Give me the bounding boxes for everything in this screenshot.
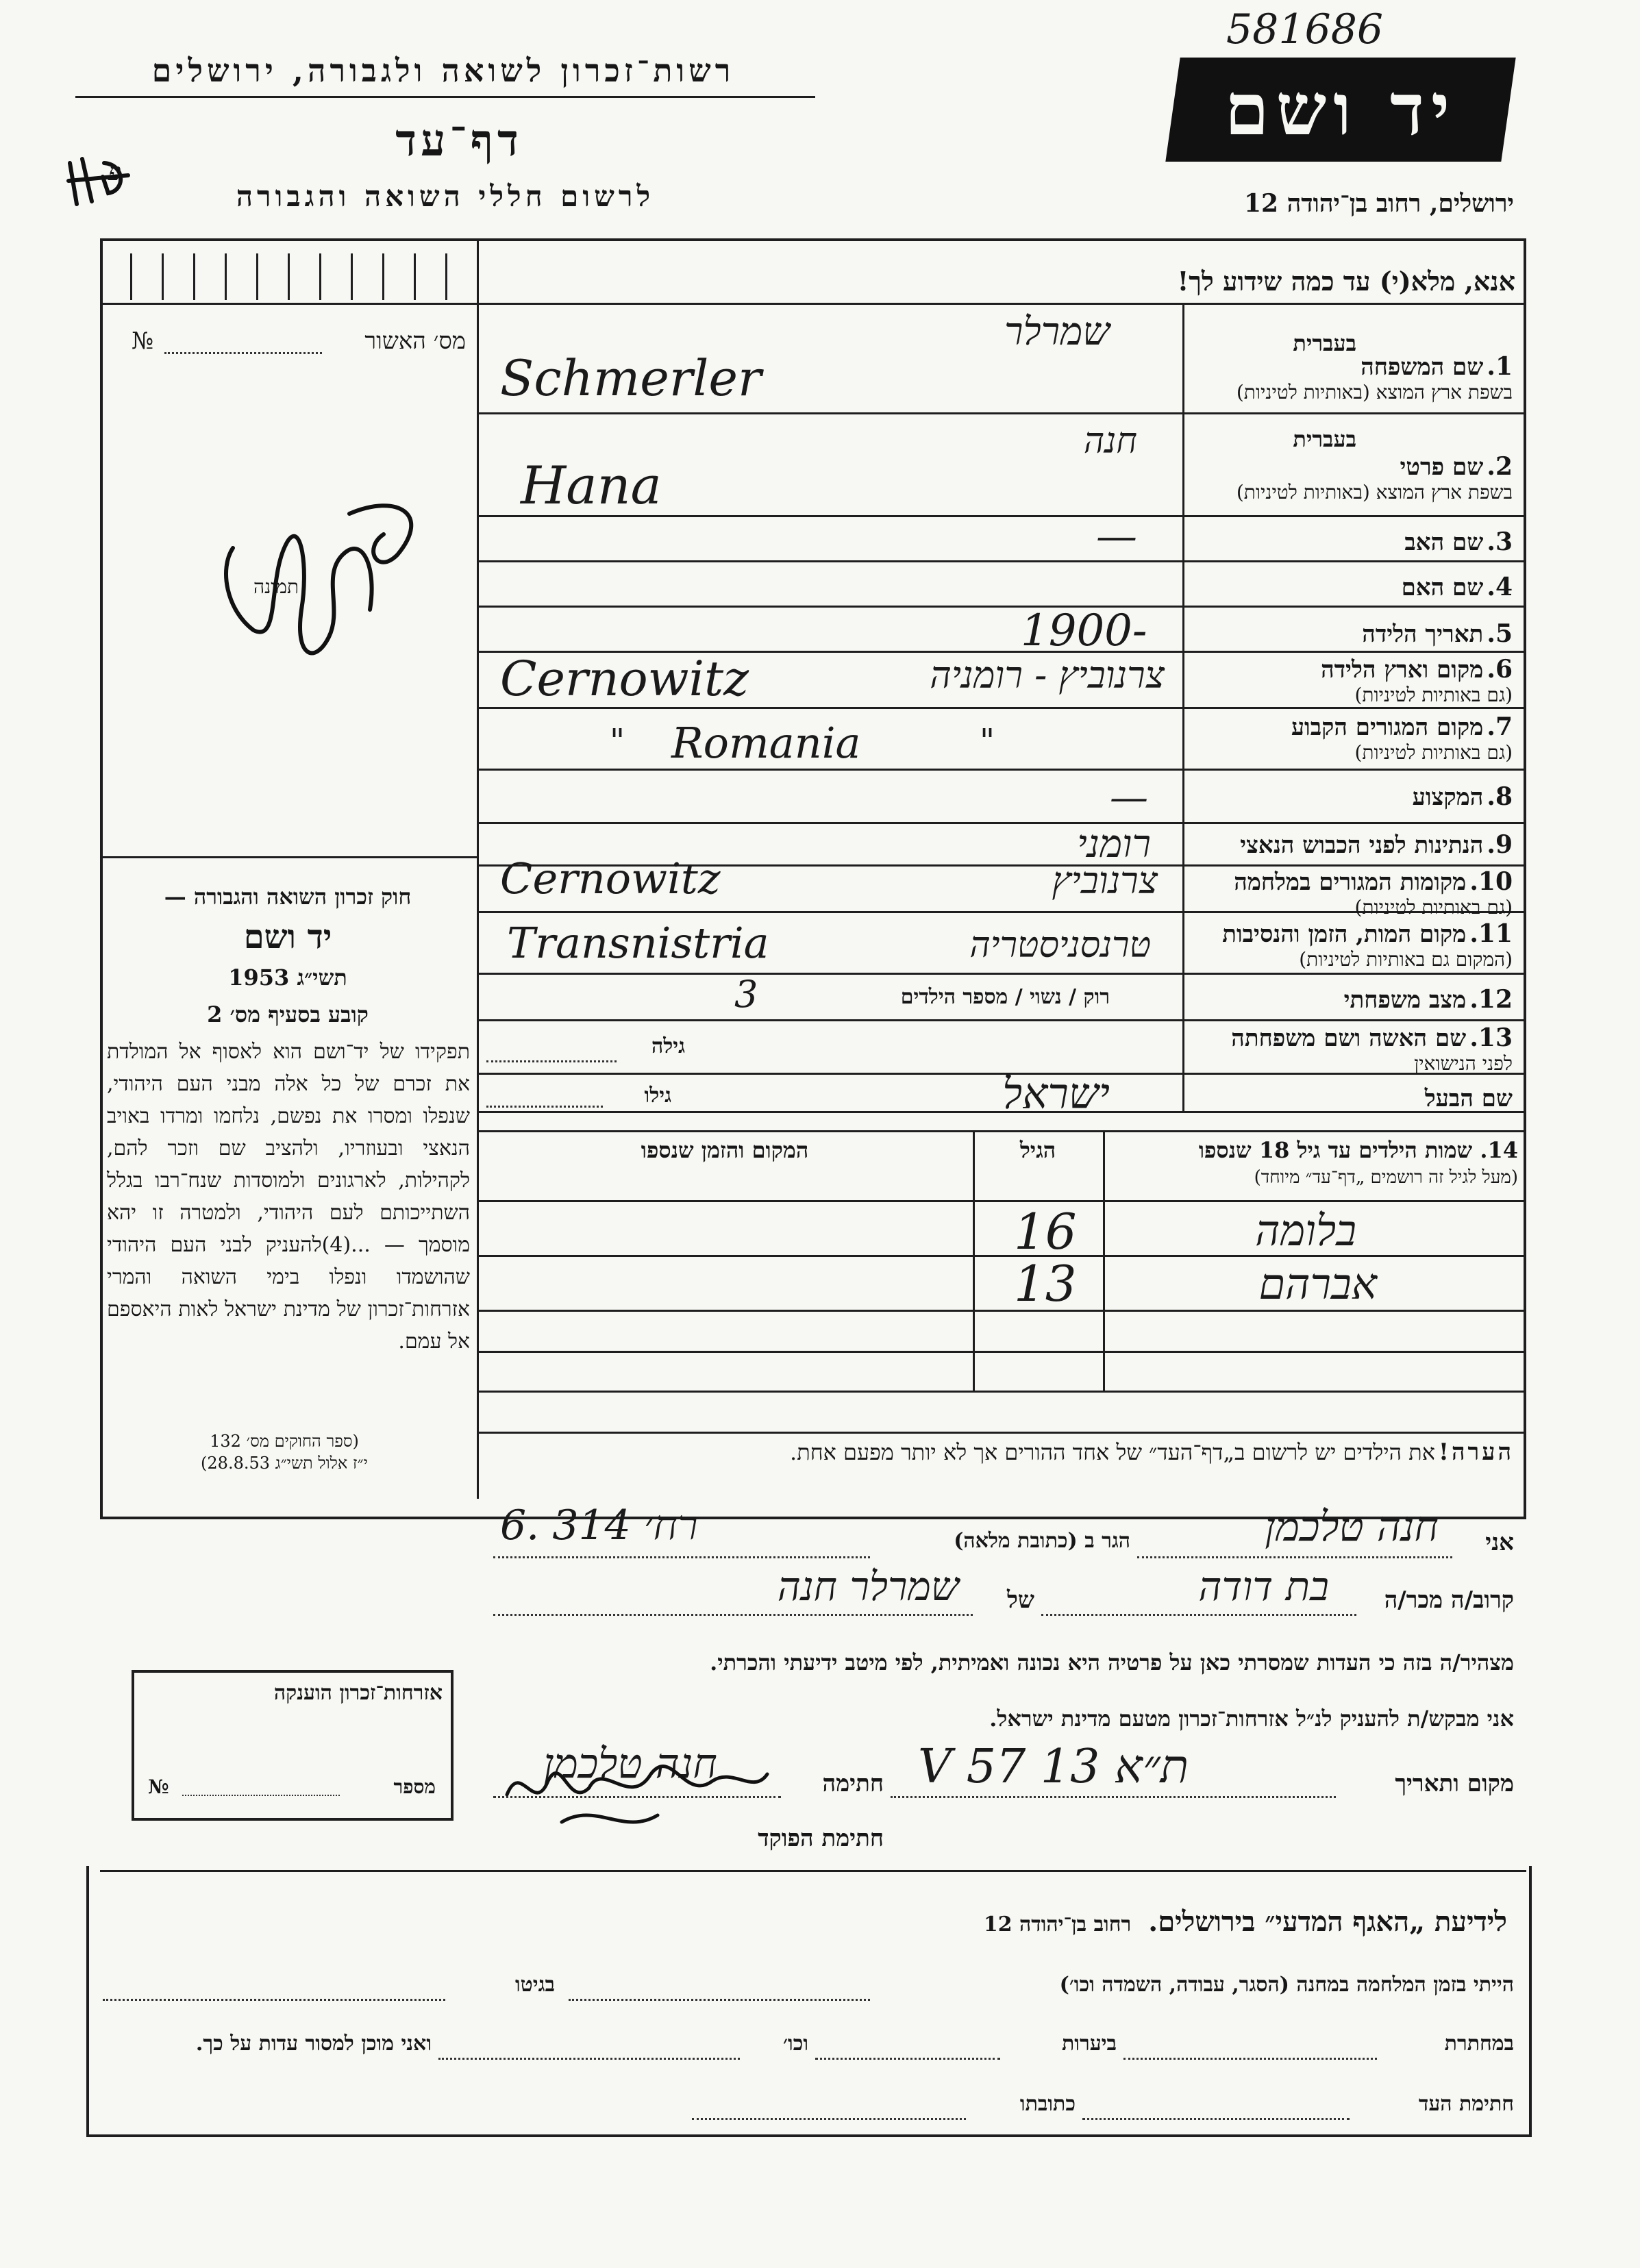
husband-name[interactable]: ישראל: [1002, 1069, 1110, 1119]
field-10-label: מקומות המגורים במלחמה: [1234, 869, 1467, 896]
field-5: [1189, 619, 1513, 648]
row-line: [477, 412, 1526, 414]
note-text: את הילדים יש לרשום ב„דף־העד״ של אחד ההורים אך לא יותר מפעם אחת.: [790, 1439, 1435, 1465]
residence-ditto-2: ": [980, 722, 995, 760]
field-2-num: 2.: [1487, 452, 1513, 481]
law-panel-top-line: [100, 856, 478, 858]
form-subtitle: לרשום חללי השואה והגבורה: [236, 179, 655, 213]
her-age-field[interactable]: [486, 1060, 617, 1062]
birth-date[interactable]: 1900-: [1021, 606, 1147, 656]
field-1-num: 1.: [1487, 352, 1513, 381]
field-10-num: 10.: [1469, 867, 1513, 896]
underground-field[interactable]: [1123, 2058, 1377, 2060]
place-date-label: מקום ותאריך: [1395, 1770, 1514, 1797]
logo-text: יד ושם: [1224, 67, 1457, 151]
field-13-num: 13.: [1469, 1023, 1513, 1052]
citizenship-number-label: מספר: [393, 1775, 436, 1798]
header-underline: [75, 96, 815, 98]
birth-place-hebrew[interactable]: צרנוביץ - רומניה: [930, 653, 1165, 697]
witness-signature-field[interactable]: [1082, 2118, 1350, 2120]
footer-line-2d: ואני מוכן למסור עדות על כך.: [195, 2032, 432, 2056]
field-7-sub: (גם באותיות לטיניות): [1354, 741, 1513, 764]
organization-name: רשות־זכרון לשואה ולגבורה, ירושלים: [151, 52, 735, 89]
field-9-num: 9.: [1487, 830, 1513, 859]
in-hebrew-label: בעברית: [1293, 330, 1356, 356]
field-9: [1189, 830, 1513, 859]
footer-address: רחוב בן־יהודה 12: [983, 1912, 1132, 1936]
signature-scrawl: [493, 1733, 781, 1836]
row-line: [477, 606, 1526, 608]
approval-tick-bar: [130, 253, 473, 300]
field-8-label: המקצוע: [1412, 784, 1484, 811]
birth-place-latin[interactable]: Cernowitz: [500, 651, 749, 707]
children-subheader: (מעל לגיל זה רושמים „דף־עד״ מיוחד): [1254, 1167, 1518, 1188]
approval-row-line: [100, 303, 478, 305]
field-13-label: שם האשה ושם משפחתה: [1231, 1025, 1467, 1052]
surname-latin[interactable]: Schmerler: [500, 349, 762, 407]
child-2-age[interactable]: 13: [1014, 1255, 1077, 1312]
row-line: [477, 707, 1526, 709]
row-line: [477, 1130, 1526, 1132]
field-11: [1189, 919, 1513, 971]
field-10: [1189, 867, 1513, 919]
camp-field[interactable]: [569, 1999, 870, 2001]
field-1-sub: בשפת ארץ המוצא (באותיות לטיניות): [1236, 381, 1513, 403]
relation-of[interactable]: שמרלר חנה: [777, 1563, 959, 1610]
children-header: 14. שמות הילדים עד גיל 18 שנספו: [1198, 1137, 1518, 1163]
law-section: קובע בסעיף מס׳ 2: [207, 1001, 369, 1027]
field-4-num: 4.: [1487, 573, 1513, 601]
ghetto-field[interactable]: [103, 1999, 445, 2001]
children-row-line: [477, 1310, 1526, 1312]
law-reference-1: (ספר החוקים מס׳ 132: [210, 1432, 359, 1451]
etc-field[interactable]: [438, 2058, 740, 2060]
law-year: תשי״ג 1953: [228, 964, 347, 990]
declarant-address[interactable]: 6. רח׳ 314: [500, 1501, 698, 1549]
in-hebrew-label-2: בעברית: [1293, 426, 1356, 452]
children-header-line: [477, 1200, 1526, 1202]
footer-line-2a: במחתרת: [1444, 2032, 1514, 2056]
child-2-name[interactable]: אברהם: [1258, 1259, 1377, 1309]
relation[interactable]: בת דודה: [1198, 1563, 1329, 1610]
children-row-line: [477, 1351, 1526, 1353]
war-place-latin[interactable]: Cernowitz: [500, 853, 721, 904]
field-6-sub: (גם באותיות לטיניות): [1354, 684, 1513, 706]
field-4: [1189, 573, 1513, 601]
field-3-label: שם האב: [1404, 529, 1484, 556]
approval-no-mark: №: [132, 327, 154, 355]
field-6-num: 6.: [1487, 655, 1513, 684]
death-place-latin[interactable]: Transnistria: [507, 918, 769, 968]
note-line: [477, 1432, 1526, 1434]
footer-to-label: לידיעת „האגף המדעי״ בירושלים.: [1148, 1906, 1507, 1938]
residence-latin[interactable]: Romania: [671, 718, 861, 768]
declarant-address-field[interactable]: [493, 1556, 870, 1558]
death-place-hebrew[interactable]: טרנסניסטריה: [969, 925, 1151, 966]
field-11-num: 11.: [1469, 919, 1513, 948]
of-label: של: [1007, 1586, 1034, 1614]
declarant-label: אני: [1485, 1529, 1514, 1556]
his-age-label: גילו: [644, 1084, 671, 1108]
child-1-name[interactable]: בלומה: [1255, 1206, 1356, 1256]
field-13-sub: לפני הנישואין: [1414, 1052, 1513, 1075]
field-12-label: מצב משפחתי: [1343, 986, 1467, 1014]
citizenship-number-field[interactable]: [182, 1795, 340, 1796]
marital-options: רוק / נשוי / מספר הילדים: [900, 985, 1110, 1009]
field-10-sub: (גם באותיות לטיניות): [1354, 896, 1513, 919]
archive-stamp-number: 581686: [1226, 5, 1384, 53]
children-row-line: [477, 1391, 1526, 1393]
relation-field[interactable]: [1041, 1614, 1356, 1616]
footer-line-2c: וכו׳: [783, 2032, 808, 2056]
officer-signature-label: חתימת הפוקד: [758, 1825, 884, 1852]
signature-label: חתימה: [822, 1770, 884, 1797]
law-org: יד ושם: [243, 918, 332, 956]
field-12: [1189, 985, 1513, 1014]
residence-ditto-1: ": [610, 722, 625, 760]
citizenship-box: [132, 1670, 454, 1821]
relation-of-field[interactable]: [493, 1614, 973, 1616]
org-address: ירושלים, רחוב בן־יהודה 12: [1243, 189, 1514, 218]
his-age-field[interactable]: [486, 1106, 603, 1108]
field-1-label: שם המשפחה: [1361, 353, 1484, 381]
row-line: [477, 973, 1526, 975]
war-place-hebrew[interactable]: צרנוביץ: [1052, 859, 1158, 902]
place-time-header: המקום והזמן שנספו: [641, 1137, 809, 1163]
place-date[interactable]: ת״א 13 V 57: [918, 1740, 1189, 1794]
citizenship-no-mark: №: [148, 1775, 169, 1798]
row-line: [477, 1019, 1526, 1021]
witness-address-field[interactable]: [692, 2118, 966, 2120]
field-7-label: מקום המגורים הקבוע: [1291, 714, 1484, 741]
footer-line-1a: הייתי בזמן המלחמה במחנה (הסגר, עבודה, השמדה וכו׳): [1059, 1973, 1514, 1997]
address-label: הגר ב (כתובת מלאה): [954, 1529, 1130, 1553]
yad-vashem-logo: [1165, 58, 1515, 162]
field-5-label: תאריך הלידה: [1362, 621, 1484, 648]
declarant-name-field[interactable]: [1137, 1556, 1452, 1558]
intro-line: [477, 303, 1526, 305]
form-intro: אנא, מלא(י) עד כמה שידוע לך!: [1177, 266, 1515, 297]
field-4-label: שם האם: [1401, 574, 1484, 601]
her-age-label: גילה: [651, 1034, 685, 1058]
forests-field[interactable]: [815, 2058, 1000, 2060]
surname-hebrew[interactable]: שמרלר: [1004, 310, 1110, 354]
field-5-num: 5.: [1487, 619, 1513, 648]
profession[interactable]: —: [1110, 775, 1148, 820]
citizenship-box-title: אזרחות־זכרון הוענקה: [273, 1681, 443, 1705]
place-date-field[interactable]: [891, 1796, 1336, 1798]
footer-line-2b: ביערות: [1061, 2032, 1117, 2056]
age-header: הגיל: [1019, 1137, 1056, 1163]
field-6: [1189, 655, 1513, 707]
field-13: [1189, 1023, 1513, 1075]
footer-recipient: [480, 1906, 1507, 1938]
field-7: [1189, 712, 1513, 764]
field-3: [1189, 527, 1513, 556]
law-reference-2: י״ז אלול תשי״ג 28.8.53): [201, 1454, 368, 1473]
field-2-sub: בשפת ארץ המוצא (באותיות לטיניות): [1236, 481, 1513, 503]
form-title: דף־עד: [395, 115, 523, 166]
field-12-num: 12.: [1469, 985, 1513, 1014]
first-name-hebrew[interactable]: חנה: [1083, 421, 1137, 462]
note-label: הערה!: [1439, 1438, 1514, 1466]
children-count[interactable]: 3: [734, 973, 758, 1016]
field-8: [1189, 782, 1513, 811]
field-11-label: מקום המות, הזמן והנסיבות: [1222, 921, 1467, 948]
field-9-label: הנתינות לפני הכבוש הנאצי: [1240, 832, 1484, 859]
field-2: [1189, 452, 1513, 504]
nationality[interactable]: רומני: [1077, 822, 1151, 867]
footer-line-1b: בגיטו: [514, 1973, 555, 1997]
photo-label: תמונה: [253, 575, 299, 598]
child-1-age[interactable]: 16: [1014, 1203, 1077, 1260]
signature[interactable]: חנה טלכמן: [543, 1740, 717, 1788]
field-2-label: שם פרטי: [1400, 453, 1484, 481]
field-11-sub: (המקום גם באותיות לטיניות): [1299, 948, 1513, 971]
children-row-line: [477, 1255, 1526, 1257]
relative-label: קרוב/ה מכר/ה: [1384, 1586, 1514, 1614]
husband-label: שם הבעל: [1424, 1085, 1513, 1112]
note: [484, 1438, 1514, 1466]
footer-line-3b: כתובתו: [1019, 2092, 1076, 2116]
field-8-num: 8.: [1487, 782, 1513, 811]
request-text: אני מבקש/ת להעניק לנ״ל אזרחות־זכרון מטעם מדינת ישראל.: [989, 1706, 1514, 1732]
corner-initial-mark: [63, 149, 138, 211]
row-line: [477, 769, 1526, 771]
law-title: חוק זכרון השואה והגבורה —: [164, 884, 412, 910]
approval-number-label: מס׳ האשור: [364, 327, 466, 355]
approval-number-field[interactable]: [164, 352, 322, 354]
field-6-label: מקום וארץ הלידה: [1321, 656, 1484, 684]
law-body: תפקידו של יד־ושם הוא לאסוף אל המולדת את זכרם של כל אלה מבני העם היהודי, שנפלו ומסרו את נפשם, נלחמו ומרדו באויב הנאצי ובעוזריו, ולהציב שם וזכר להם, לקהילות, לארגונים ולמוסדות שנח־רבו בגלל השתייכותם לעם היהודי, ולמטרה זו יהא מוסמך — ...(4)להעניק לבני העם היהודי שהושמדו ונפלו בימי השואה והמרי אזרחות־זכרון של מדינת ישראל לאות היאספם אל עמם.: [107, 1040, 471, 1354]
corner-initial-text: פ: [108, 158, 121, 186]
photo-signature-scrawl: [206, 473, 466, 678]
first-name-latin[interactable]: Hana: [521, 455, 662, 516]
field-7-num: 7.: [1487, 712, 1513, 741]
footer-line-3a: חתימת העד: [1418, 2092, 1514, 2116]
declarant-name[interactable]: חנה טלכמן: [1265, 1503, 1439, 1551]
father-name[interactable]: —: [1096, 512, 1137, 560]
row-line: [477, 560, 1526, 562]
field-3-num: 3.: [1487, 527, 1513, 556]
row-line: [477, 822, 1526, 824]
declaration-text: מצהיר/ה בזה כי העדות שמסרתי כאן על פרטיה היא נכונה ואמיתית, לפי מיטב ידיעתי והכרתי.: [710, 1649, 1514, 1675]
field-1: [1189, 352, 1513, 404]
